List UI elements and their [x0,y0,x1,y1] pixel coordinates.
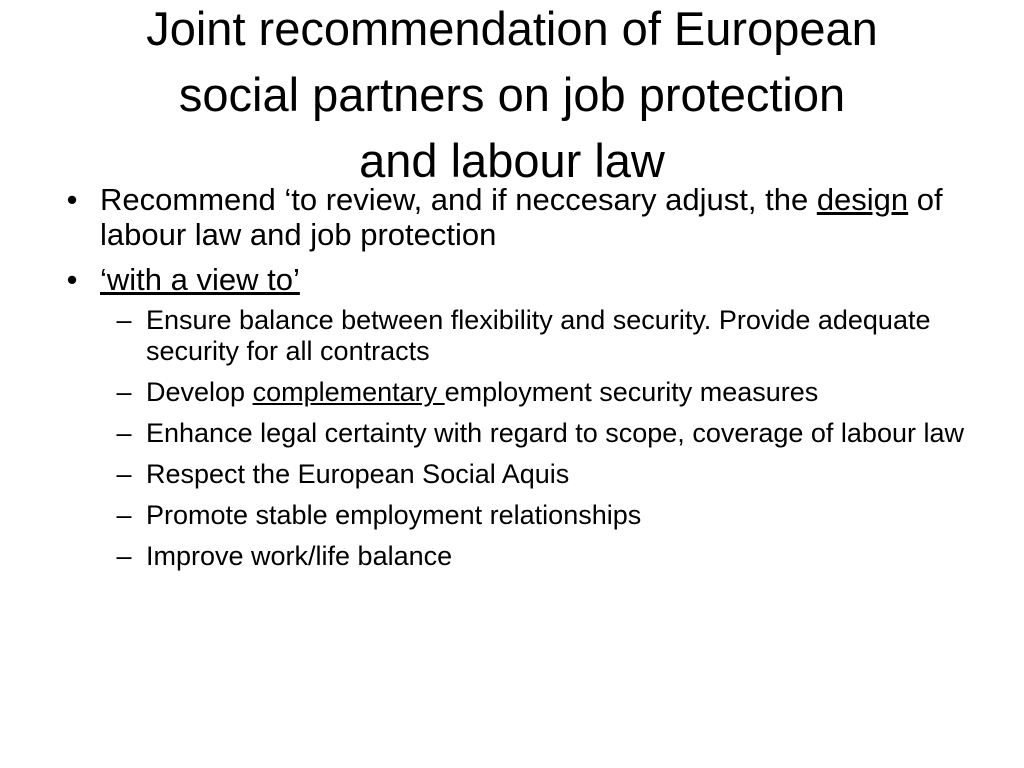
with-a-view-to-underlined: ‘with a view to’ [100,262,300,297]
design-underlined: design [816,182,909,217]
sub-item-social-aquis [60,459,980,490]
sub-item-text: Respect the European Social Aquis [146,459,570,489]
slide-content [60,182,980,582]
sub-item-text: Improve work/life balance [146,541,453,571]
slide-title [40,0,984,194]
sub-item-text: Ensure balance between flexibility and security. Provide adequate security for all contracts [146,305,931,366]
complementary-underlined: complementary [252,377,445,407]
sub-item-work-life [60,541,980,572]
bullet-with-a-view-to [60,262,980,297]
title-line-1: Joint recommendation of European [146,2,878,55]
sub-list [60,305,980,572]
sub-item-balance [60,305,980,367]
bullet-mark: • [66,182,78,217]
sub-item-text: Promote stable employment relationships [146,500,642,530]
sub-item-stable-employment [60,500,980,531]
dash-mark: – [116,541,132,571]
dash-mark: – [116,418,132,448]
title-line-3: and labour law [359,134,665,187]
bullet-text-before: Recommend ‘to review, and if neccesary adjust, the [100,182,817,217]
dash-mark: – [116,500,132,530]
dash-mark: – [116,377,132,407]
title-line-2: social partners on job protection [178,68,846,121]
sub-item-complementary [60,377,980,408]
sub-item-legal-certainty [60,418,980,449]
dash-mark: – [116,459,132,489]
sub-item-text-after: employment security measures [444,377,819,407]
bullet-recommend [60,182,980,252]
bullet-mark: • [66,262,78,297]
sub-item-text-before: Develop [146,377,253,407]
bullet-text-after: of labour law and job protection [100,182,943,252]
sub-item-text: Enhance legal certainty with regard to scope, coverage of labour law [146,418,964,448]
dash-mark: – [116,305,132,335]
